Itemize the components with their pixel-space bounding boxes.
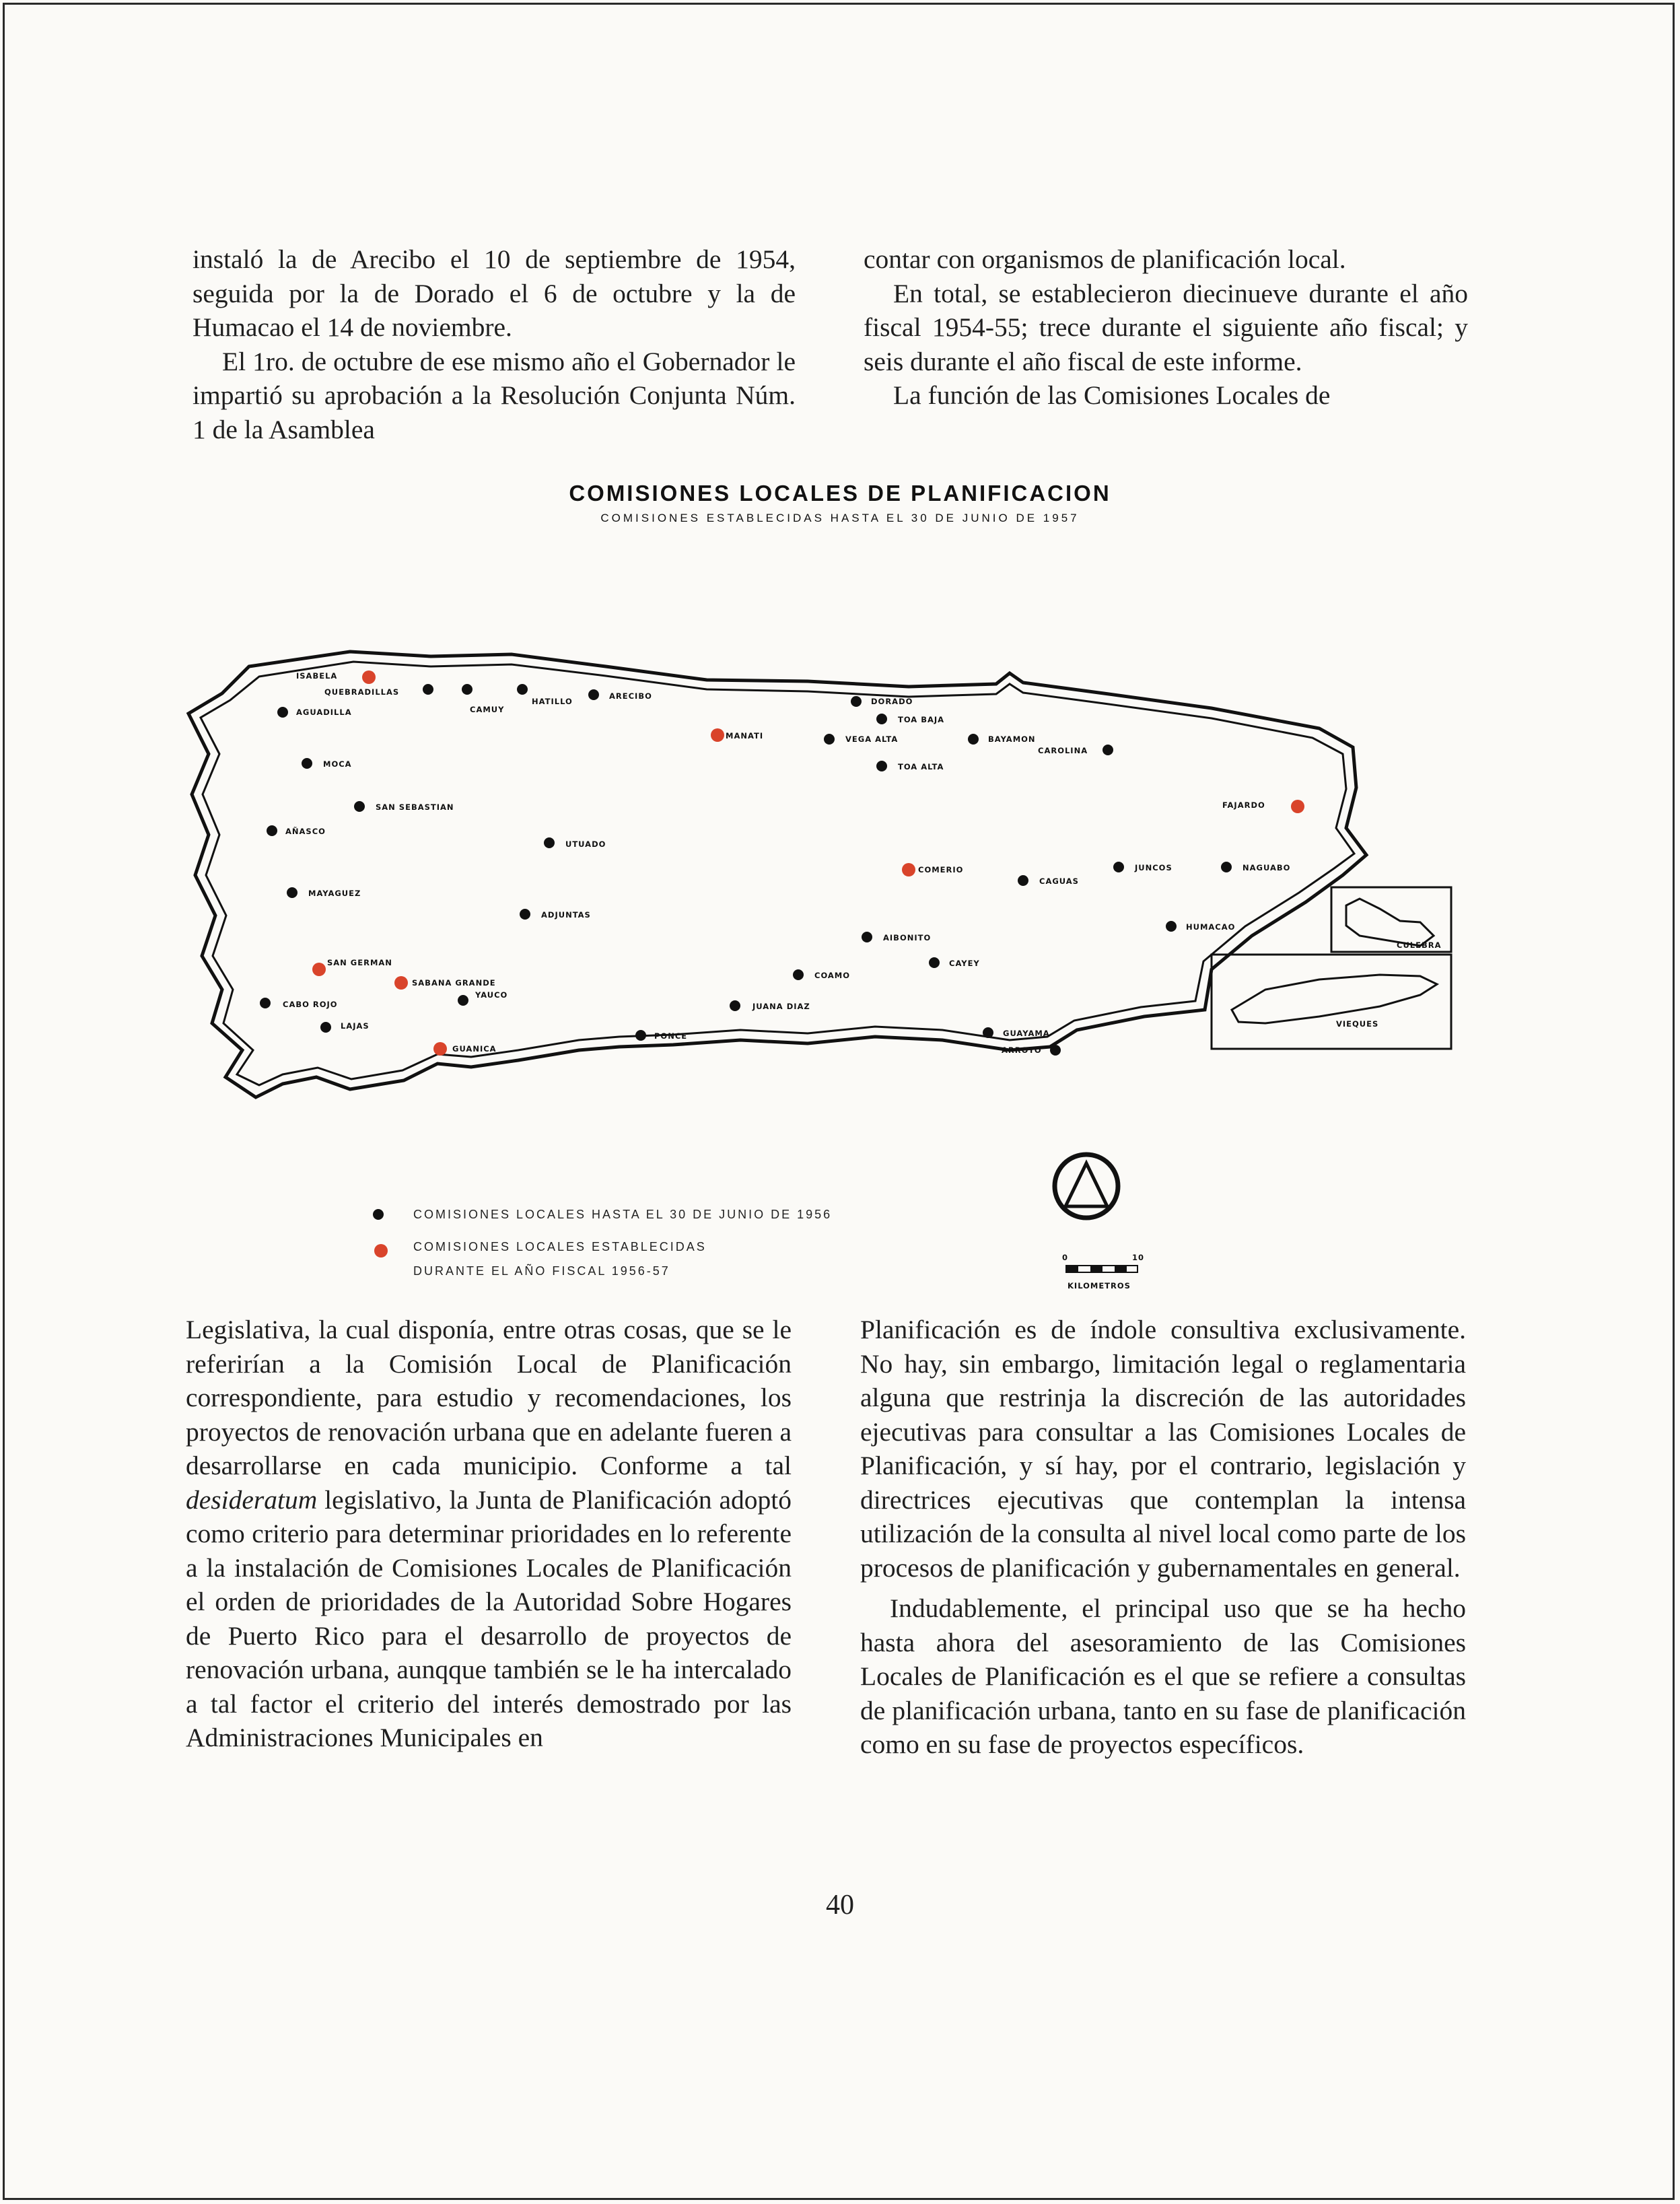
town-label: BAYAMON bbox=[988, 734, 1036, 744]
scale-label: KILOMETROS bbox=[1068, 1281, 1131, 1290]
town-caguas bbox=[1018, 875, 1079, 886]
town-label: GUAYAMA bbox=[1003, 1029, 1050, 1038]
town-dot bbox=[862, 932, 872, 942]
town-label: COMERIO bbox=[918, 865, 964, 874]
town-dot bbox=[824, 734, 835, 745]
town-dot bbox=[520, 909, 530, 920]
town-dot bbox=[1050, 1045, 1061, 1056]
town-dot bbox=[635, 1030, 646, 1041]
town-label: VEGA ALTA bbox=[845, 734, 899, 744]
page-number: 40 bbox=[826, 1890, 854, 1921]
town-ponce bbox=[635, 1030, 687, 1041]
town-dot bbox=[711, 728, 724, 742]
town-dot bbox=[730, 1000, 740, 1011]
map-title: COMISIONES LOCALES DE PLANIFICACION bbox=[569, 481, 1111, 506]
town-vega-alta bbox=[824, 734, 898, 745]
town-label: CAMUY bbox=[470, 705, 505, 714]
town-label: ARECIBO bbox=[609, 691, 652, 701]
town-hatillo bbox=[517, 684, 573, 706]
legend-black-dot bbox=[373, 1209, 384, 1220]
town-cayey bbox=[929, 957, 980, 968]
town-dot bbox=[1291, 800, 1304, 813]
town-dot bbox=[876, 761, 887, 771]
town-comerio bbox=[902, 863, 963, 876]
town-manati bbox=[711, 728, 763, 742]
town-markers bbox=[260, 670, 1304, 1056]
town-label: SAN SEBASTIAN bbox=[376, 802, 454, 812]
legend-red-dot bbox=[374, 1244, 388, 1258]
town-label: PONCE bbox=[654, 1031, 688, 1041]
scale-segment bbox=[1115, 1266, 1127, 1272]
town-dot bbox=[312, 963, 326, 976]
town-utuado bbox=[544, 837, 606, 849]
town-arecibo bbox=[588, 689, 652, 701]
town-dot bbox=[1166, 921, 1177, 932]
town-anasco bbox=[267, 825, 326, 836]
town-dot bbox=[851, 696, 862, 707]
town-label: AÑASCO bbox=[285, 827, 326, 836]
town-san-german bbox=[312, 958, 392, 976]
town-arroyo bbox=[1002, 1045, 1061, 1056]
scale-start: 0 bbox=[1062, 1253, 1069, 1262]
town-dot bbox=[1113, 862, 1124, 872]
culebra-island bbox=[1346, 899, 1434, 946]
town-dot bbox=[287, 887, 298, 898]
town-label: NAGUABO bbox=[1242, 863, 1291, 872]
planning-board-emblem bbox=[1055, 1155, 1118, 1218]
town-mayaguez bbox=[287, 887, 361, 898]
town-label: HUMACAO bbox=[1186, 922, 1236, 932]
town-label: LAJAS bbox=[341, 1021, 370, 1031]
town-dot bbox=[362, 670, 376, 684]
town-label: DORADO bbox=[871, 697, 913, 706]
emblem-triangle bbox=[1065, 1163, 1107, 1206]
scale-segment bbox=[1066, 1266, 1078, 1272]
town-dorado bbox=[851, 696, 913, 707]
town-dot bbox=[277, 707, 288, 718]
scale-end: 10 bbox=[1132, 1253, 1145, 1262]
map-legend bbox=[373, 1208, 832, 1278]
paragraph: La función de las Comisiones Locales de bbox=[893, 380, 1331, 410]
island-outline-inner bbox=[201, 662, 1354, 1085]
town-naguabo bbox=[1221, 862, 1290, 872]
town-label: FAJARDO bbox=[1222, 800, 1265, 810]
paragraph: Planificación es de índole consultiva exclusivamente. No hay, sin embargo, limitación legal o reglamentaria alguna que restrinja la discreción de las autoridades ejecutivas para consultar a las Comisiones Locales de Planificación, y sí hay, por el contrario, legislación y directrices ejecutivas que contemplan la intensa utilización de la consulta al nivel local como parte de los procesos de planificación y gubernamentales en general. bbox=[860, 1315, 1466, 1583]
paragraph: Indudablemente, el principal uso que se ha hecho hasta ahora del asesoramiento de las Comisiones Locales de Planificación es el que se refiere a consultas de planificación urbana, tanto en su fase de planificación como en su fase de proyectos específicos. bbox=[860, 1593, 1466, 1759]
town-dot bbox=[1018, 875, 1028, 886]
scale-bar bbox=[1062, 1253, 1144, 1290]
town-aguadilla bbox=[277, 707, 352, 718]
town-juncos bbox=[1113, 862, 1172, 872]
legend-red-label-line1: COMISIONES LOCALES ESTABLECIDAS bbox=[413, 1240, 707, 1253]
town-label: TOA ALTA bbox=[898, 762, 944, 771]
town-dot bbox=[394, 976, 408, 990]
town-dot bbox=[1221, 862, 1232, 872]
town-label: GUANICA bbox=[452, 1044, 497, 1054]
town-label: HATILLO bbox=[532, 697, 573, 706]
paragraph: El 1ro. de octubre de ese mismo año el Gobernador le impartió su aprobación a la Resolución Conjunta Núm. 1 de la Asamblea bbox=[193, 346, 796, 444]
town-label: MANATI bbox=[726, 731, 764, 741]
culebra-label: CULEBRA bbox=[1397, 940, 1442, 950]
town-dot bbox=[260, 998, 271, 1008]
town-label: COAMO bbox=[814, 971, 851, 980]
town-label: JUNCOS bbox=[1135, 863, 1172, 872]
town-dot bbox=[517, 684, 528, 695]
town-label: CAROLINA bbox=[1038, 746, 1088, 755]
paragraph: En total, se establecieron diecinueve durante el año fiscal 1954-55; trece durante el siguiente año fiscal; y seis durante el año fiscal de este informe. bbox=[864, 278, 1468, 376]
town-dot bbox=[793, 969, 804, 980]
town-quebradillas bbox=[324, 684, 433, 697]
town-dot bbox=[968, 734, 979, 745]
town-label: TOA BAJA bbox=[898, 715, 945, 724]
town-adjuntas bbox=[520, 909, 591, 920]
town-carolina bbox=[1038, 745, 1113, 755]
town-bayamon bbox=[968, 734, 1036, 745]
town-guanica bbox=[433, 1042, 497, 1056]
emphasized-term: desideratum bbox=[186, 1484, 318, 1515]
town-fajardo bbox=[1222, 800, 1304, 813]
town-label: MOCA bbox=[323, 759, 352, 769]
town-toa-baja bbox=[876, 714, 944, 724]
town-camuy bbox=[462, 684, 504, 714]
town-moca bbox=[302, 758, 352, 769]
town-dot bbox=[588, 689, 599, 700]
town-dot bbox=[433, 1042, 447, 1056]
vieques-island bbox=[1232, 975, 1437, 1023]
town-juana-diaz bbox=[730, 1000, 810, 1011]
town-dot bbox=[354, 801, 365, 812]
town-dot bbox=[423, 684, 433, 695]
town-label: CABO ROJO bbox=[283, 1000, 338, 1009]
town-dot bbox=[1102, 745, 1113, 755]
town-dot bbox=[983, 1027, 993, 1038]
town-isabela bbox=[296, 670, 376, 684]
paragraph: contar con organismos de planificación local. bbox=[864, 244, 1346, 274]
legend-red-label-line2: DURANTE EL AÑO FISCAL 1956-57 bbox=[413, 1264, 670, 1278]
town-sabana-grande bbox=[394, 976, 496, 990]
paragraph: instaló la de Arecibo el 10 de septiembre de 1954, seguida por la de Dorado el 6 de octubre y la de Humacao el 14 de noviembre. bbox=[193, 244, 796, 342]
paragraph-text: legislativo, la Junta de Planificación adoptó como criterio para determinar prioridades en lo referente a la instalación de Comisiones Locales de Planificación el orden de prioridades de la Autoridad Sobre Hogares de Puerto Rico para el desarrollo de proyectos de renovación urbana, aunqque también se le ha intercalado a tal factor el criterio del interés demostrado por las Administraciones Municipales en bbox=[186, 1484, 792, 1752]
town-label: YAUCO bbox=[475, 990, 508, 1000]
town-yauco bbox=[458, 990, 508, 1006]
town-label: ISABELA bbox=[296, 671, 338, 681]
town-guayama bbox=[983, 1027, 1050, 1038]
town-dot bbox=[320, 1022, 331, 1033]
town-aibonito bbox=[862, 932, 931, 942]
paragraph bbox=[186, 1313, 792, 1755]
town-dot bbox=[302, 758, 312, 769]
town-dot bbox=[876, 714, 887, 724]
town-label: JUANA DIAZ bbox=[753, 1002, 810, 1011]
town-label: ADJUNTAS bbox=[541, 910, 591, 920]
town-label: ARROYO bbox=[1002, 1045, 1042, 1055]
town-cabo-rojo bbox=[260, 998, 338, 1009]
town-dot bbox=[458, 995, 468, 1006]
town-dot bbox=[267, 825, 277, 836]
town-label: AGUADILLA bbox=[296, 708, 352, 717]
town-lajas bbox=[320, 1021, 370, 1033]
town-label: MAYAGUEZ bbox=[308, 889, 361, 898]
town-label: SABANA GRANDE bbox=[412, 978, 496, 988]
town-label: SAN GERMAN bbox=[327, 958, 392, 967]
town-san-sebastian bbox=[354, 801, 454, 812]
town-dot bbox=[544, 837, 555, 848]
town-toa-alta bbox=[876, 761, 944, 771]
town-label: CAYEY bbox=[949, 959, 980, 968]
paragraph-text: Legislativa, la cual disponía, entre otras cosas, que se le referirían a la Comisión Local de Planificación correspondiente, para estudio y recomendaciones, los proyectos de renovación urbana que en adelante fueren a desarrollarse en cada municipio. Conforme a tal bbox=[186, 1315, 792, 1480]
vieques-label: VIEQUES bbox=[1336, 1019, 1379, 1029]
text-column-bottom-right bbox=[860, 1313, 1466, 1762]
scale-segment bbox=[1090, 1266, 1102, 1272]
text-column-bottom-left bbox=[186, 1313, 792, 1755]
town-coamo bbox=[793, 969, 850, 980]
town-label: UTUADO bbox=[565, 839, 606, 849]
town-label: AIBONITO bbox=[883, 933, 932, 942]
town-dot bbox=[929, 957, 940, 968]
map-subtitle: COMISIONES ESTABLECIDAS HASTA EL 30 DE JUNIO DE 1957 bbox=[600, 512, 1080, 524]
vieques-inset-frame bbox=[1212, 955, 1451, 1049]
town-humacao bbox=[1166, 921, 1235, 932]
legend-black-label: COMISIONES LOCALES HASTA EL 30 DE JUNIO DE 1956 bbox=[413, 1208, 833, 1221]
town-label: QUEBRADILLAS bbox=[324, 687, 400, 697]
town-label: CAGUAS bbox=[1039, 876, 1079, 886]
town-dot bbox=[902, 863, 915, 876]
town-dot bbox=[462, 684, 473, 695]
